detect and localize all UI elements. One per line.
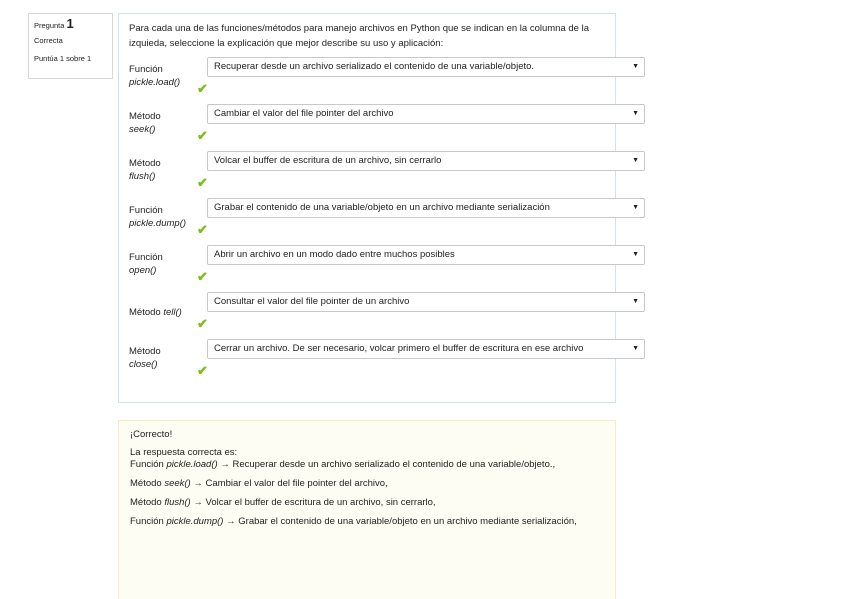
term-code: pickle.dump() bbox=[129, 218, 187, 229]
match-term bbox=[129, 204, 186, 230]
feedback-text: Grabar el contenido de una variable/objeto en un archivo mediante serialización, bbox=[238, 516, 577, 527]
feedback-code: flush() bbox=[164, 497, 191, 508]
match-row bbox=[129, 198, 639, 245]
term-code: tell() bbox=[163, 307, 182, 318]
check-icon: ✔ bbox=[197, 175, 208, 190]
term-code: close() bbox=[129, 359, 158, 370]
match-term bbox=[129, 345, 161, 371]
term-code: flush() bbox=[129, 171, 156, 182]
answer-select[interactable] bbox=[207, 339, 645, 359]
arrow-icon: → bbox=[226, 516, 236, 527]
term-kind: Función bbox=[129, 64, 163, 75]
match-term bbox=[129, 157, 161, 183]
feedback-code: pickle.load() bbox=[166, 459, 218, 470]
match-row bbox=[129, 339, 639, 386]
term-kind: Método bbox=[129, 307, 161, 318]
select-value: Volcar el buffer de escritura de un archivo, sin cerrarlo bbox=[214, 155, 442, 166]
check-icon: ✔ bbox=[197, 316, 208, 331]
chevron-down-icon: ▼ bbox=[632, 251, 639, 258]
answer-select[interactable] bbox=[207, 104, 645, 124]
chevron-down-icon: ▼ bbox=[632, 298, 639, 305]
question-info bbox=[28, 13, 113, 79]
term-code: open() bbox=[129, 265, 157, 276]
answer-select[interactable] bbox=[207, 245, 645, 265]
feedback-code: pickle.dump() bbox=[166, 516, 224, 527]
match-row bbox=[129, 104, 639, 151]
term-kind: Método bbox=[129, 346, 161, 357]
select-value: Abrir un archivo en un modo dado entre muchos posibles bbox=[214, 249, 455, 260]
question-state: Correcta bbox=[34, 36, 63, 46]
match-row bbox=[129, 57, 639, 104]
arrow-icon: → bbox=[220, 459, 230, 470]
feedback-code: seek() bbox=[164, 478, 191, 489]
select-value: Consultar el valor del file pointer de un archivo bbox=[214, 296, 410, 307]
answer-select[interactable] bbox=[207, 198, 645, 218]
check-icon: ✔ bbox=[197, 128, 208, 143]
feedback-box bbox=[118, 420, 616, 599]
chevron-down-icon: ▼ bbox=[632, 204, 639, 211]
question-prompt: Para cada una de las funciones/métodos para manejo archivos en Python que se indican en la columna de la izquieda, seleccione la explicación que mejor describe su uso y aplicación: bbox=[129, 23, 589, 49]
feedback-kind: Método bbox=[130, 478, 162, 489]
feedback-correct-label: ¡Correcto! bbox=[130, 429, 173, 440]
match-term bbox=[129, 110, 161, 136]
feedback-kind: Método bbox=[130, 497, 162, 508]
feedback-item bbox=[130, 478, 604, 490]
match-term bbox=[129, 251, 163, 277]
term-code: seek() bbox=[129, 124, 156, 135]
chevron-down-icon: ▼ bbox=[632, 345, 639, 352]
feedback-item bbox=[130, 459, 604, 471]
term-code: pickle.load() bbox=[129, 77, 181, 88]
question-text-box bbox=[118, 13, 639, 403]
question-grade: Puntúa 1 sobre 1 bbox=[34, 53, 92, 63]
question-label: Pregunta bbox=[34, 21, 65, 30]
question-number: 1 bbox=[66, 16, 74, 31]
answer-select[interactable] bbox=[207, 292, 645, 312]
check-icon: ✔ bbox=[197, 269, 208, 284]
match-row bbox=[129, 151, 639, 198]
term-kind: Función bbox=[129, 252, 163, 263]
feedback-text: Cambiar el valor del file pointer del archivo, bbox=[205, 478, 388, 489]
feedback-text: Recuperar desde un archivo serializado el contenido de una variable/objeto., bbox=[232, 459, 556, 470]
check-icon: ✔ bbox=[197, 363, 208, 378]
select-value: Grabar el contenido de una variable/objeto en un archivo mediante serialización bbox=[214, 202, 550, 213]
answer-select[interactable] bbox=[207, 151, 645, 171]
term-kind: Método bbox=[129, 111, 161, 122]
chevron-down-icon: ▼ bbox=[632, 157, 639, 164]
chevron-down-icon: ▼ bbox=[632, 110, 639, 117]
check-icon: ✔ bbox=[197, 81, 208, 96]
select-value: Cerrar un archivo. De ser necesario, volcar primero el buffer de escritura en ese archivo bbox=[214, 343, 584, 354]
select-value: Recuperar desde un archivo serializado el contenido de una variable/objeto. bbox=[214, 61, 535, 72]
feedback-item bbox=[130, 497, 604, 509]
match-row bbox=[129, 292, 639, 339]
arrow-icon: → bbox=[193, 478, 203, 489]
select-value: Cambiar el valor del file pointer del archivo bbox=[214, 108, 394, 119]
arrow-icon: → bbox=[193, 497, 203, 508]
feedback-kind: Función bbox=[130, 516, 164, 527]
feedback-lead: La respuesta correcta es: bbox=[130, 447, 238, 458]
answer-select[interactable] bbox=[207, 57, 645, 77]
feedback-kind: Función bbox=[130, 459, 164, 470]
term-kind: Método bbox=[129, 158, 161, 169]
feedback-item bbox=[130, 516, 604, 528]
match-row bbox=[129, 245, 639, 292]
check-icon: ✔ bbox=[197, 222, 208, 237]
match-term bbox=[129, 63, 180, 89]
term-kind: Función bbox=[129, 205, 163, 216]
match-term bbox=[129, 306, 182, 319]
feedback-text: Volcar el buffer de escritura de un archivo, sin cerrarlo, bbox=[205, 497, 436, 508]
chevron-down-icon: ▼ bbox=[632, 63, 639, 70]
